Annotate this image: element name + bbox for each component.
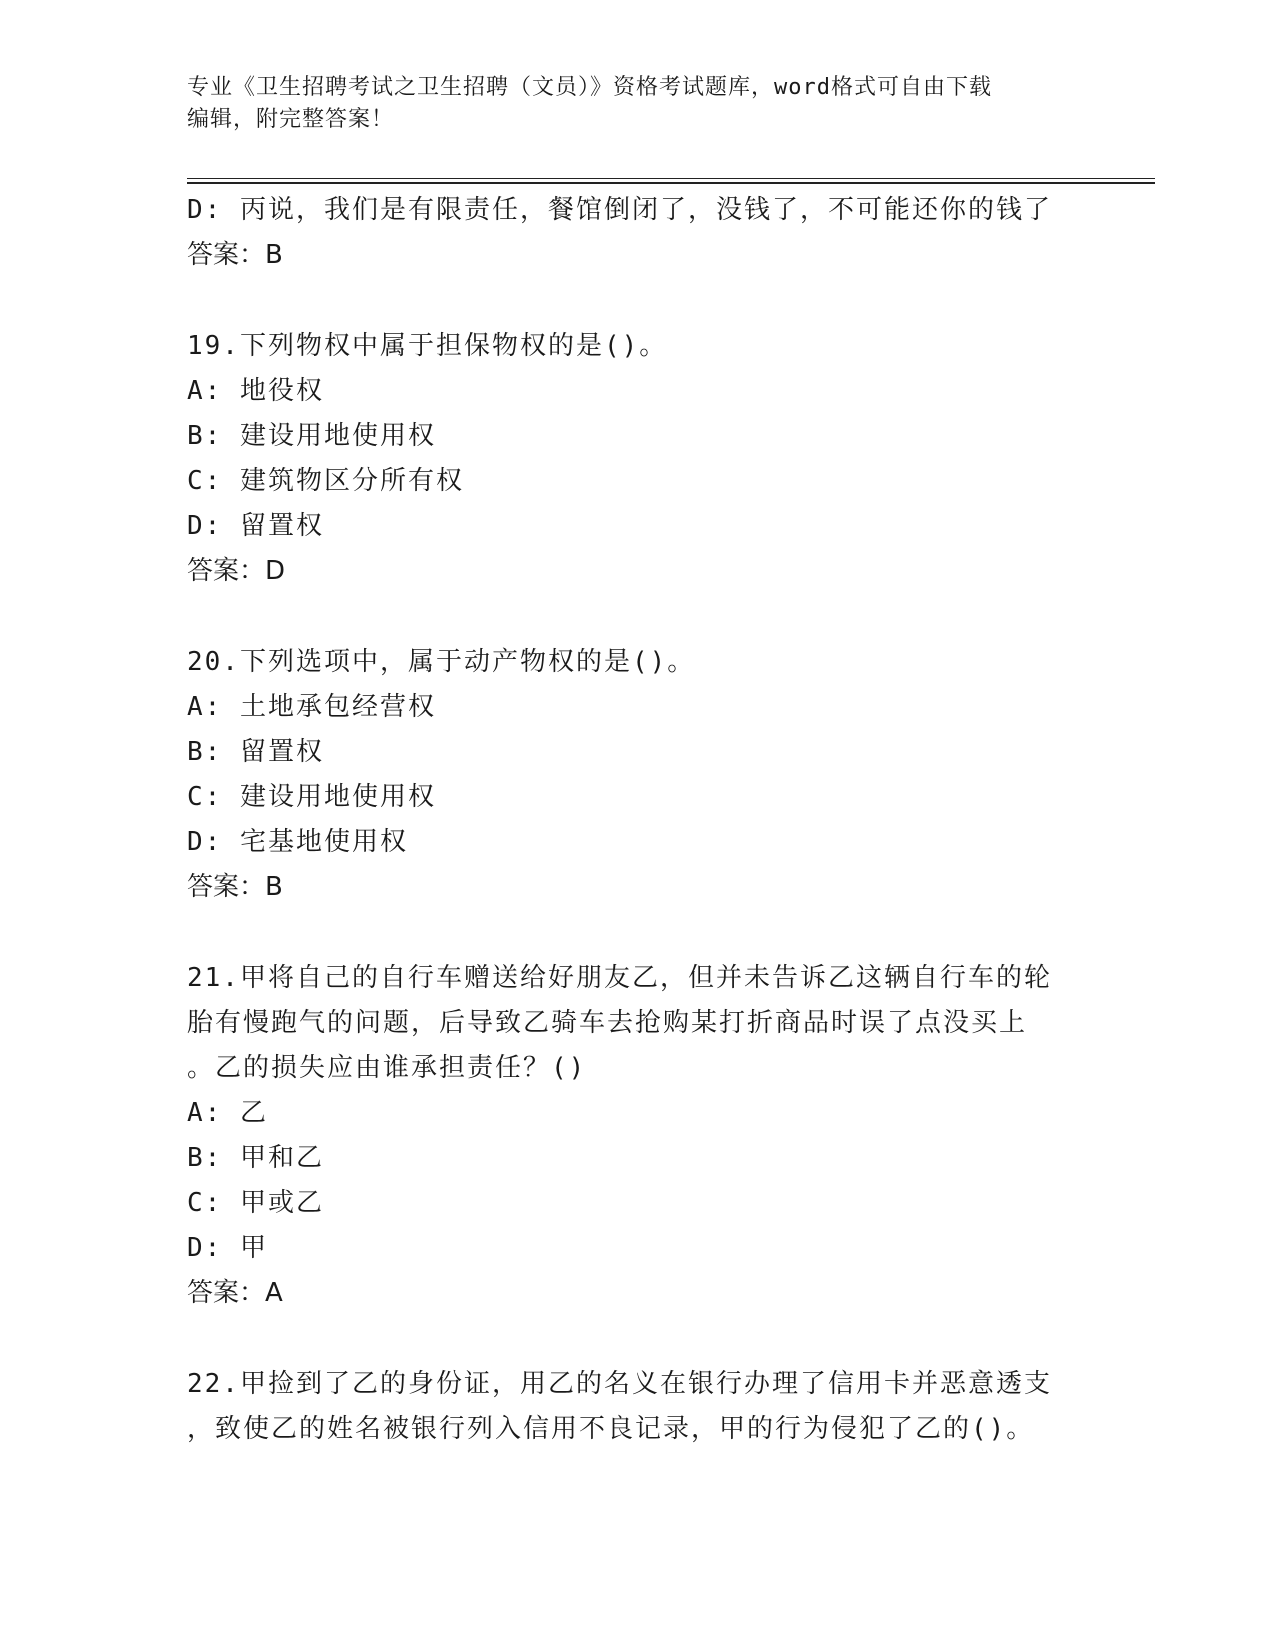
question-22: [187, 1362, 1087, 1452]
answer: 答案：A: [187, 1278, 283, 1308]
question-stem-line-3: 。乙的损失应由谁承担责任？(): [187, 1053, 587, 1083]
option-c: C: 甲或乙: [187, 1188, 324, 1218]
option-c: C: 建筑物区分所有权: [187, 466, 464, 496]
prev-answer: 答案：B: [187, 240, 283, 270]
option-d: D: 甲: [187, 1233, 268, 1263]
spacer: [187, 278, 1087, 324]
question-19: [187, 324, 1087, 594]
option-b: B: 留置权: [187, 737, 324, 767]
question-stem: 19.下列物权中属于担保物权的是()。: [187, 331, 668, 361]
header-divider-thick: [187, 182, 1155, 184]
question-stem: 20.下列选项中，属于动产物权的是()。: [187, 647, 696, 677]
option-a: A: 乙: [187, 1098, 268, 1128]
spacer: [187, 594, 1087, 640]
document-content: [187, 188, 1087, 1452]
document-header: [187, 72, 1087, 136]
question-stem-line-1: 21.甲将自己的自行车赠送给好朋友乙，但并未告诉乙这辆自行车的轮: [187, 963, 1052, 993]
option-a: A: 土地承包经营权: [187, 692, 436, 722]
option-b: B: 甲和乙: [187, 1143, 324, 1173]
question-21: [187, 956, 1087, 1316]
option-d: D: 留置权: [187, 511, 324, 541]
question-stem-line-2: 胎有慢跑气的问题，后导致乙骑车去抢购某打折商品时误了点没买上: [187, 1008, 1028, 1038]
prev-option-d: D: 丙说，我们是有限责任，餐馆倒闭了，没钱了，不可能还你的钱了: [187, 195, 1052, 225]
spacer: [187, 1316, 1087, 1362]
spacer: [187, 910, 1087, 956]
option-b: B: 建设用地使用权: [187, 421, 436, 451]
option-c: C: 建设用地使用权: [187, 782, 436, 812]
option-a: A: 地役权: [187, 376, 324, 406]
header-line-2: 编辑，附完整答案！: [187, 107, 395, 132]
question-stem-line-2: ，致使乙的姓名被银行列入信用不良记录，甲的行为侵犯了乙的()。: [187, 1414, 1035, 1444]
question-20: [187, 640, 1087, 910]
header-line-1: 专业《卫生招聘考试之卫生招聘（文员）》资格考试题库，word格式可自由下载: [187, 75, 992, 100]
question-stem-line-1: 22.甲捡到了乙的身份证，用乙的名义在银行办理了信用卡并恶意透支: [187, 1369, 1052, 1399]
answer: 答案：D: [187, 556, 286, 586]
answer: 答案：B: [187, 872, 283, 902]
header-divider-thin: [187, 178, 1155, 179]
option-d: D: 宅基地使用权: [187, 827, 408, 857]
